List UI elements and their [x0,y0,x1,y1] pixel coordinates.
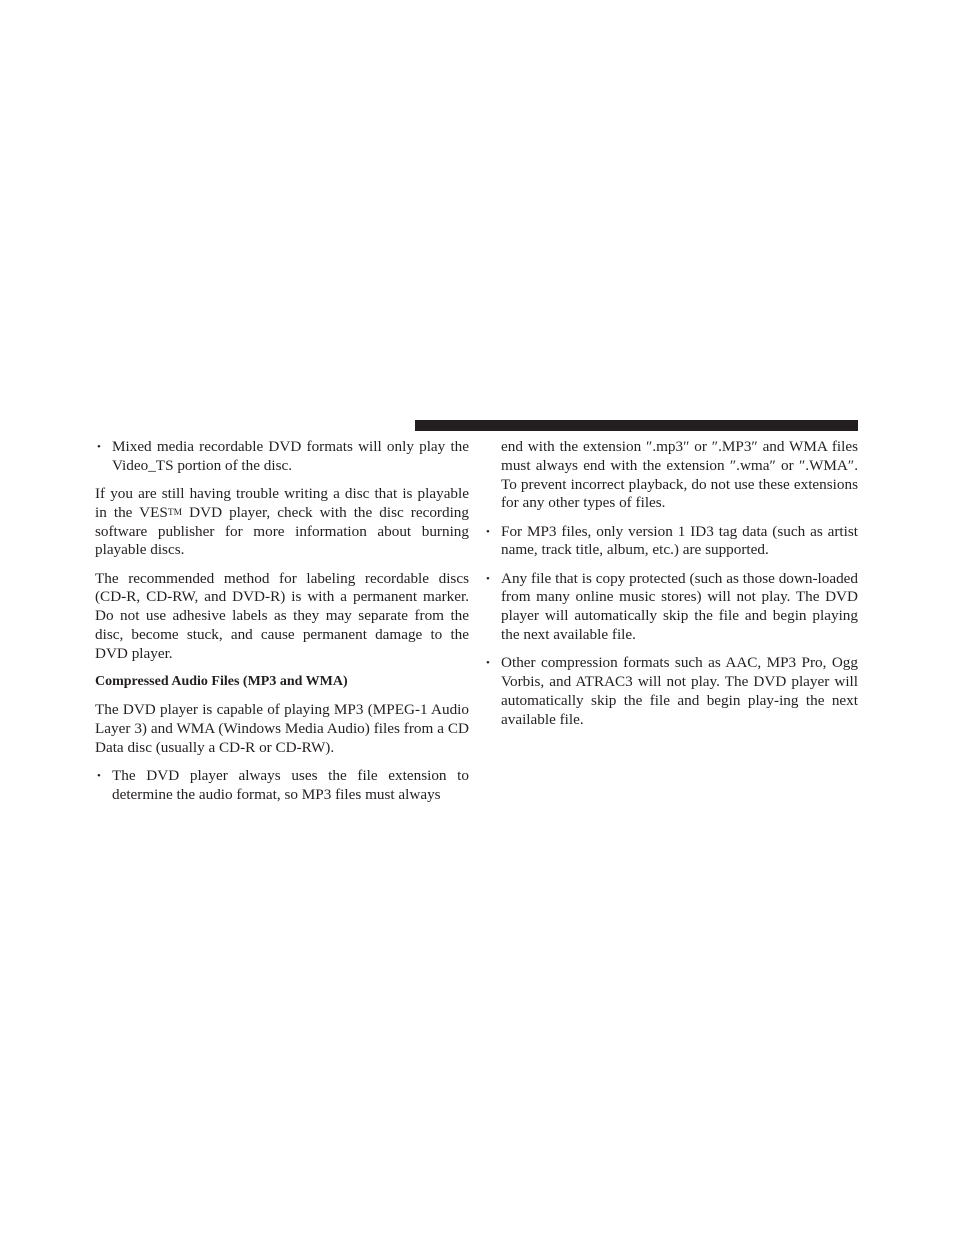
section-heading: Compressed Audio Files (MP3 and WMA) [95,673,348,689]
bullet-text: For MP3 files, only version 1 ID3 tag data (such as artist name, track title, album, etc.) are supported. [501,522,858,559]
bullet-text: Mixed media recordable DVD formats will only play the Video_TS portion of the disc. [112,438,469,474]
paragraph-capabilities: The DVD player is capable of playing MP3 (MPEG-1 Audio Layer 3) and WMA (Windows Media Audio) files from a CD Data disc (usually a CD-R or CD-RW). [95,701,469,756]
bullet-icon: • [486,657,490,670]
list-item [484,570,858,645]
bullet-icon: • [97,769,101,782]
bullet-icon: • [486,572,490,585]
paragraph-trouble-writing [95,485,469,560]
bullet-icon: • [97,441,101,453]
trademark-mark: TM [167,507,183,518]
paragraph-text: DVD player, check with the disc recording software publisher for more information about burning playable discs. [95,503,469,559]
bullet-icon: • [486,525,490,538]
list-item [95,438,469,476]
section-header-bar [415,420,858,431]
bullet-continuation: end with the extension ″.mp3″ or ″.MP3″ and WMA files must always end with the extension ″.wma″ or ″.WMA″. To prevent incorrect playback, do not use these extensions for any other types of files. [501,438,858,512]
bullet-text: Other compression formats such as AAC, MP3 Pro, Ogg Vorbis, and ATRAC3 will not play. The DVD player will automatically skip the file and begin play-ing the next available file. [501,654,858,728]
left-column [95,438,469,814]
paragraph-text: If you are still having trouble writing a disc that is playable in the VES [95,484,469,521]
right-column [484,438,858,739]
paragraph-labeling: The recommended method for labeling recordable discs (CD-R, CD-RW, and DVD-R) is with a permanent marker. Do not use adhesive labels as they may separate from the disc, become stuck, and cause permanent damage to the DVD player. [95,569,469,662]
list-item [484,654,858,729]
list-item [484,523,858,561]
bullet-text: Any file that is copy protected (such as those down-loaded from many online music stores) will not play. The DVD player will automatically skip the file and begin playing the next available file. [501,569,858,643]
list-item [95,767,469,805]
bullet-text: The DVD player always uses the file extension to determine the audio format, so MP3 files must always [112,766,469,803]
